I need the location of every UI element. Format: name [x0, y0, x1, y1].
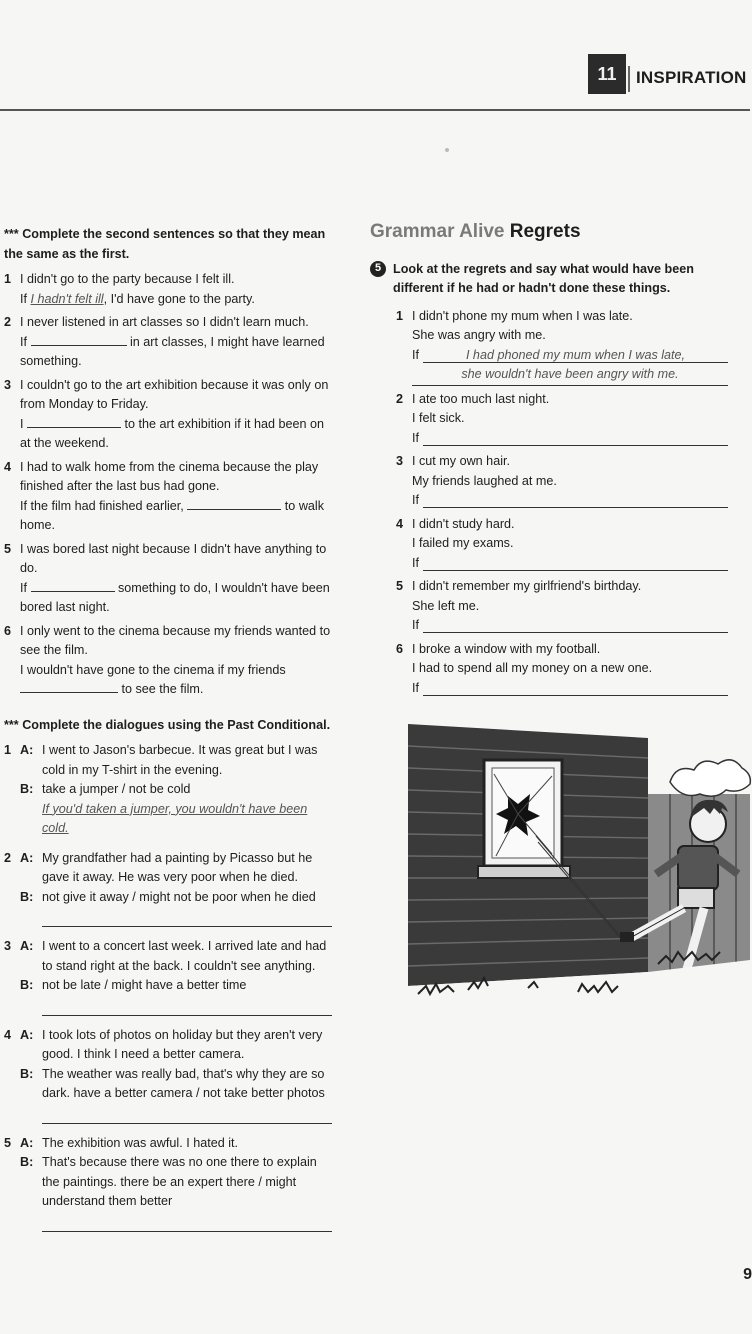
if-label: If	[412, 430, 419, 445]
if-line	[412, 491, 728, 511]
left-column	[4, 225, 334, 1232]
speaker-b-prompt: not give it away / might not be poor when he died	[42, 889, 316, 904]
grammar-alive-label: Grammar Alive	[370, 221, 505, 242]
answer-blank[interactable]	[42, 996, 332, 1016]
if-line	[412, 616, 728, 636]
consequence-sentence: I failed my exams.	[412, 536, 514, 550]
sentence-suffix: in art classes, I might have learned something.	[20, 334, 325, 368]
ex5-instruction	[370, 260, 730, 299]
speck	[445, 148, 449, 152]
if-label: If	[412, 618, 419, 632]
example-answer: If you'd taken a jumper, you wouldn't have been cold.	[42, 801, 308, 835]
answer-blank[interactable]	[42, 907, 332, 927]
speaker-b: B:	[20, 782, 34, 796]
if-line	[412, 429, 728, 449]
ex5-instruction-text: Look at the regrets and say what would have been different if he had or hadn't done these things.	[393, 261, 694, 295]
item-number: 1	[396, 308, 404, 323]
ex2-instruction: *** Complete the dialogues using the Past Conditional.	[4, 717, 331, 732]
consequence-sentence: She was angry with me.	[412, 328, 546, 342]
consequence-sentence: I felt sick.	[412, 411, 465, 425]
answer-blank[interactable]	[423, 491, 728, 508]
if-line	[412, 346, 728, 366]
ex2-list	[4, 741, 334, 1232]
speaker-b: B:	[20, 978, 34, 992]
second-sentence	[20, 579, 334, 618]
cloud	[670, 760, 750, 796]
dialogue-item	[4, 1134, 334, 1232]
item-number: 3	[396, 454, 404, 468]
answer-blank[interactable]	[423, 429, 728, 446]
ex1-item	[4, 622, 334, 700]
ex1-item	[4, 313, 334, 372]
item-number: 6	[396, 641, 404, 656]
speaker-a-line: The exhibition was awful. I hated it.	[42, 1135, 239, 1150]
speaker-a: A:	[20, 1027, 34, 1042]
example-answer: I had phoned my mum when I was late,	[423, 346, 728, 363]
header-divider	[628, 66, 630, 92]
regret-item	[396, 307, 730, 386]
unit-number: 11	[597, 63, 617, 84]
consequence-sentence: I had to spend all my money on a new one.	[412, 661, 653, 675]
answer-blank[interactable]	[423, 554, 728, 571]
sentence-suffix: to see the film.	[118, 682, 204, 696]
regret-sentence: I ate too much last night.	[412, 391, 550, 406]
unit-title: INSPIRATION	[636, 68, 747, 87]
first-sentence: I had to walk home from the cinema because the play finished after the last bus had gone.	[20, 459, 319, 493]
speaker-b-prompt: The weather was really bad, that's why they are so dark. have a better camera / not take better photos	[42, 1066, 325, 1100]
item-number: 1	[4, 743, 12, 757]
item-number: 2	[4, 850, 12, 865]
page-number: 9	[743, 1266, 752, 1283]
answer-blank[interactable]	[42, 1212, 332, 1232]
unit-badge	[588, 54, 626, 94]
regret-item	[396, 452, 730, 511]
ex1-item	[4, 458, 334, 536]
regret-item	[396, 640, 730, 699]
example-answer: I hadn't felt ill	[30, 291, 104, 306]
right-column	[370, 222, 730, 698]
item-number: 3	[4, 939, 12, 953]
sentence-suffix: , I'd have gone to the party.	[103, 291, 255, 306]
ex1-item	[4, 270, 334, 309]
second-sentence	[20, 290, 334, 310]
first-sentence: I never listened in art classes so I didn't learn much.	[20, 315, 309, 329]
speaker-b-prompt: take a jumper / not be cold	[42, 782, 191, 796]
item-number: 2	[4, 315, 12, 329]
item-number: 3	[4, 377, 12, 392]
sentence-suffix: something to do, I wouldn't have been bored last night.	[20, 580, 330, 614]
sentence-prefix: If	[20, 291, 31, 306]
regret-sentence: I broke a window with my football.	[412, 641, 601, 656]
speaker-b-prompt: That's because there was no one there to explain the paintings. there be an expert there / might understand them better	[42, 1155, 317, 1208]
example-answer-continued: she wouldn't have been angry with me.	[412, 365, 728, 386]
speaker-b-prompt: not be late / might have a better time	[42, 978, 247, 992]
answer-blank[interactable]	[20, 692, 118, 693]
dialogue-item	[4, 1026, 334, 1124]
sentence-prefix: I wouldn't have gone to the cinema if my friends	[20, 662, 286, 677]
second-sentence	[20, 497, 334, 536]
speaker-a: A:	[20, 850, 34, 865]
second-sentence	[20, 415, 334, 454]
regrets-list	[370, 307, 730, 699]
speaker-a: A:	[20, 1135, 34, 1150]
item-number: 4	[396, 516, 404, 531]
dialogue-item	[4, 849, 334, 928]
exercise-number-badge: 5	[370, 261, 386, 277]
answer-blank[interactable]	[31, 345, 127, 346]
ex1-item	[4, 540, 334, 618]
header-rule	[0, 109, 750, 111]
sentence-prefix: I	[20, 416, 27, 431]
ex1-item	[4, 376, 334, 454]
sentence-prefix: If	[20, 334, 31, 349]
ex1-instruction: *** Complete the second sentences so that they mean the same as the first.	[4, 227, 326, 261]
speaker-b: B:	[20, 1066, 34, 1081]
answer-blank[interactable]	[27, 427, 121, 428]
item-number: 5	[396, 579, 404, 593]
dialogue-item	[4, 741, 334, 839]
speaker-a-line: My grandfather had a painting by Picasso but he gave it away. He was very poor when he died.	[42, 850, 313, 884]
sentence-prefix: If	[20, 580, 31, 595]
regret-sentence: I cut my own hair.	[412, 454, 510, 468]
first-sentence: I only went to the cinema because my friends wanted to see the film.	[20, 623, 331, 657]
grammar-alive-title	[370, 222, 730, 242]
first-sentence: I couldn't go to the art exhibition because it was only on from Monday to Friday.	[20, 377, 329, 411]
if-label: If	[412, 493, 419, 507]
if-line	[412, 554, 728, 574]
speaker-a: A:	[20, 939, 34, 953]
item-number: 4	[4, 459, 12, 474]
ex1-list	[4, 270, 334, 700]
item-number: 5	[4, 1135, 12, 1150]
if-label: If	[412, 680, 419, 695]
answer-blank[interactable]	[423, 616, 728, 633]
answer-blank[interactable]	[187, 509, 281, 510]
answer-blank[interactable]	[42, 1104, 332, 1124]
dialogue-item	[4, 937, 334, 1016]
second-sentence	[20, 661, 334, 700]
speaker-b: B:	[20, 1155, 34, 1169]
if-label: If	[412, 555, 419, 570]
first-sentence: I was bored last night because I didn't have anything to do.	[20, 541, 327, 575]
regret-item	[396, 390, 730, 449]
speaker-a-line: I went to a concert last week. I arrived late and had to stand right at the back. I couldn't see anything.	[42, 939, 327, 973]
sentence-suffix: to the art exhibition if it had been on at the weekend.	[20, 416, 325, 450]
answer-blank[interactable]	[423, 679, 728, 696]
regret-item	[396, 577, 730, 636]
if-line	[412, 679, 728, 699]
regret-sentence: I didn't study hard.	[412, 516, 515, 531]
grammar-topic: Regrets	[509, 221, 581, 242]
sentence-prefix: If the film had finished earlier,	[20, 498, 188, 513]
if-label: If	[412, 347, 419, 362]
speaker-b: B:	[20, 889, 34, 904]
item-number: 5	[4, 541, 12, 556]
speaker-a: A:	[20, 743, 34, 757]
consequence-sentence: My friends laughed at me.	[412, 473, 557, 488]
regret-sentence: I didn't remember my girlfriend's birthday.	[412, 579, 642, 593]
second-sentence	[20, 333, 334, 372]
item-number: 6	[4, 623, 12, 638]
regret-sentence: I didn't phone my mum when I was late.	[412, 308, 633, 323]
speaker-a-line: I went to Jason's barbecue. It was great but I was cold in my T-shirt in the evening.	[42, 743, 318, 777]
speaker-a-line: I took lots of photos on holiday but they aren't very good. I think I need a better camera.	[42, 1027, 323, 1061]
answer-blank[interactable]	[31, 591, 115, 592]
item-number: 1	[4, 272, 12, 286]
boy-kicking-ball-illustration	[408, 724, 750, 1014]
sentence-suffix: to walk home.	[20, 498, 325, 532]
item-number: 4	[4, 1027, 12, 1042]
regret-item	[396, 515, 730, 574]
item-number: 2	[396, 391, 404, 406]
consequence-sentence: She left me.	[412, 598, 480, 613]
first-sentence: I didn't go to the party because I felt ill.	[20, 272, 235, 286]
